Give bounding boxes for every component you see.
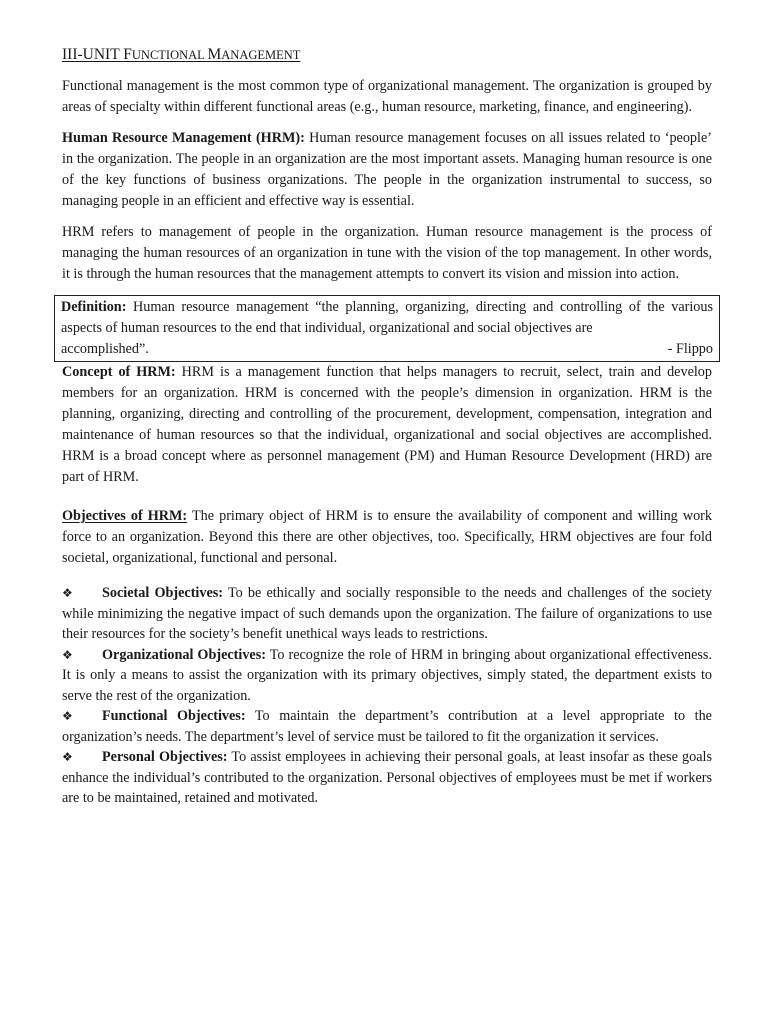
title-f-cap: F: [123, 46, 132, 63]
bullet-text: To maintain the department’s contribution at a level appropriate to the organization’s needs. The department’s level of service must be tailored to fit the organization it services.: [62, 708, 712, 745]
bullet-text: To assist employees in achieving their personal goals, at least insofar as these goals enhance the individual’s contributed to the organization. Personal objectives of employees must be met if workers are to be maintained, retained and motivated.: [62, 749, 712, 806]
hrm-paragraph: [62, 128, 712, 212]
definition-box: [54, 295, 720, 362]
hrm-refers-paragraph: HRM refers to management of people in the organization. Human resource management is the process of managing the human resources of an organization in tune with the vision of the top management. In other words, it is through the human resources that the management attempts to convert its vision and mission into action.: [62, 224, 712, 282]
document-page: [62, 44, 712, 809]
bullet-organizational: [62, 645, 712, 707]
bullet-heading: Organizational Objectives:: [102, 646, 266, 663]
diamond-bullet-icon: ❖: [62, 709, 73, 723]
bullet-heading: Functional Objectives:: [102, 708, 246, 724]
diamond-bullet-icon: ❖: [62, 647, 73, 662]
hrm-text: Human resource management focuses on all issues related to ‘people’ in the organization. The people in an organization are the most important assets. Managing human resource is one of the key functions of business organizations. The people in the organization instrumental to success, so managing people in an efficient and effective way is essential.: [62, 130, 712, 209]
bullet-heading: Personal Objectives:: [102, 749, 228, 765]
bullet-functional: [62, 706, 712, 747]
page-title: [62, 44, 712, 66]
title-m-rest: ANAGEMENT: [221, 48, 301, 62]
definition-heading: Definition:: [61, 299, 127, 315]
bullet-text: To recognize the role of HRM in bringing about organizational effectiveness. It is only a means to assist the organization with its primary objectives, simply stated, the department exists to serve the rest of the organization.: [62, 646, 712, 704]
objectives-paragraph: [62, 506, 712, 569]
objectives-text: The primary object of HRM is to ensure the availability of component and willing work force to an organization. Beyond this there are other objectives, too. Specifically, HRM objectives are four fold societal, organizational, functional and personal.: [62, 508, 712, 566]
concept-text: HRM is a management function that helps managers to recruit, select, train and develop members for an organization. HRM is concerned with the people’s dimension in organization. HRM is the planning, organizing, directing and controlling of the procurement, development, compensation, integration and maintenance of human resources so that the individual, organizational and social objectives are accomplished. HRM is a broad concept where as personnel management (PM) and Human Resource Development (HRD) are part of HRM.: [62, 364, 712, 485]
concept-heading: Concept of HRM:: [62, 364, 176, 380]
objectives-heading: Objectives of HRM:: [62, 508, 188, 524]
definition-last-line: [61, 339, 713, 360]
title-prefix: III-UNIT: [62, 46, 124, 63]
diamond-bullet-icon: ❖: [62, 586, 73, 600]
title-m-cap: M: [207, 46, 222, 63]
intro-paragraph: Functional management is the most common type of organizational management. The organization is grouped by areas of specialty within different functional areas (e.g., human resource, marketing, finance, and engineering).: [62, 78, 712, 115]
diamond-bullet-icon: ❖: [62, 750, 73, 764]
title-f-rest: UNCTIONAL: [131, 48, 208, 62]
definition-attribution: - Flippo: [667, 341, 713, 357]
bullet-societal: [62, 583, 712, 645]
hrm-heading: Human Resource Management (HRM):: [62, 130, 305, 146]
bullet-text: To be ethically and socially responsible to the needs and challenges of the society while minimizing the negative impact of such demands upon the organization. The failure of organizations to use their resources for the society’s benefit unethical ways leads to restrictions.: [62, 585, 712, 642]
definition-last-text: accomplished”.: [61, 341, 149, 357]
definition-text: Human resource management “the planning, organizing, directing and controlling of the various aspects of human resources to the end that individual, organizational and social objectives are: [61, 299, 713, 336]
bullet-heading: Societal Objectives:: [102, 585, 224, 601]
concept-paragraph: [62, 362, 712, 488]
bullet-personal: [62, 747, 712, 809]
